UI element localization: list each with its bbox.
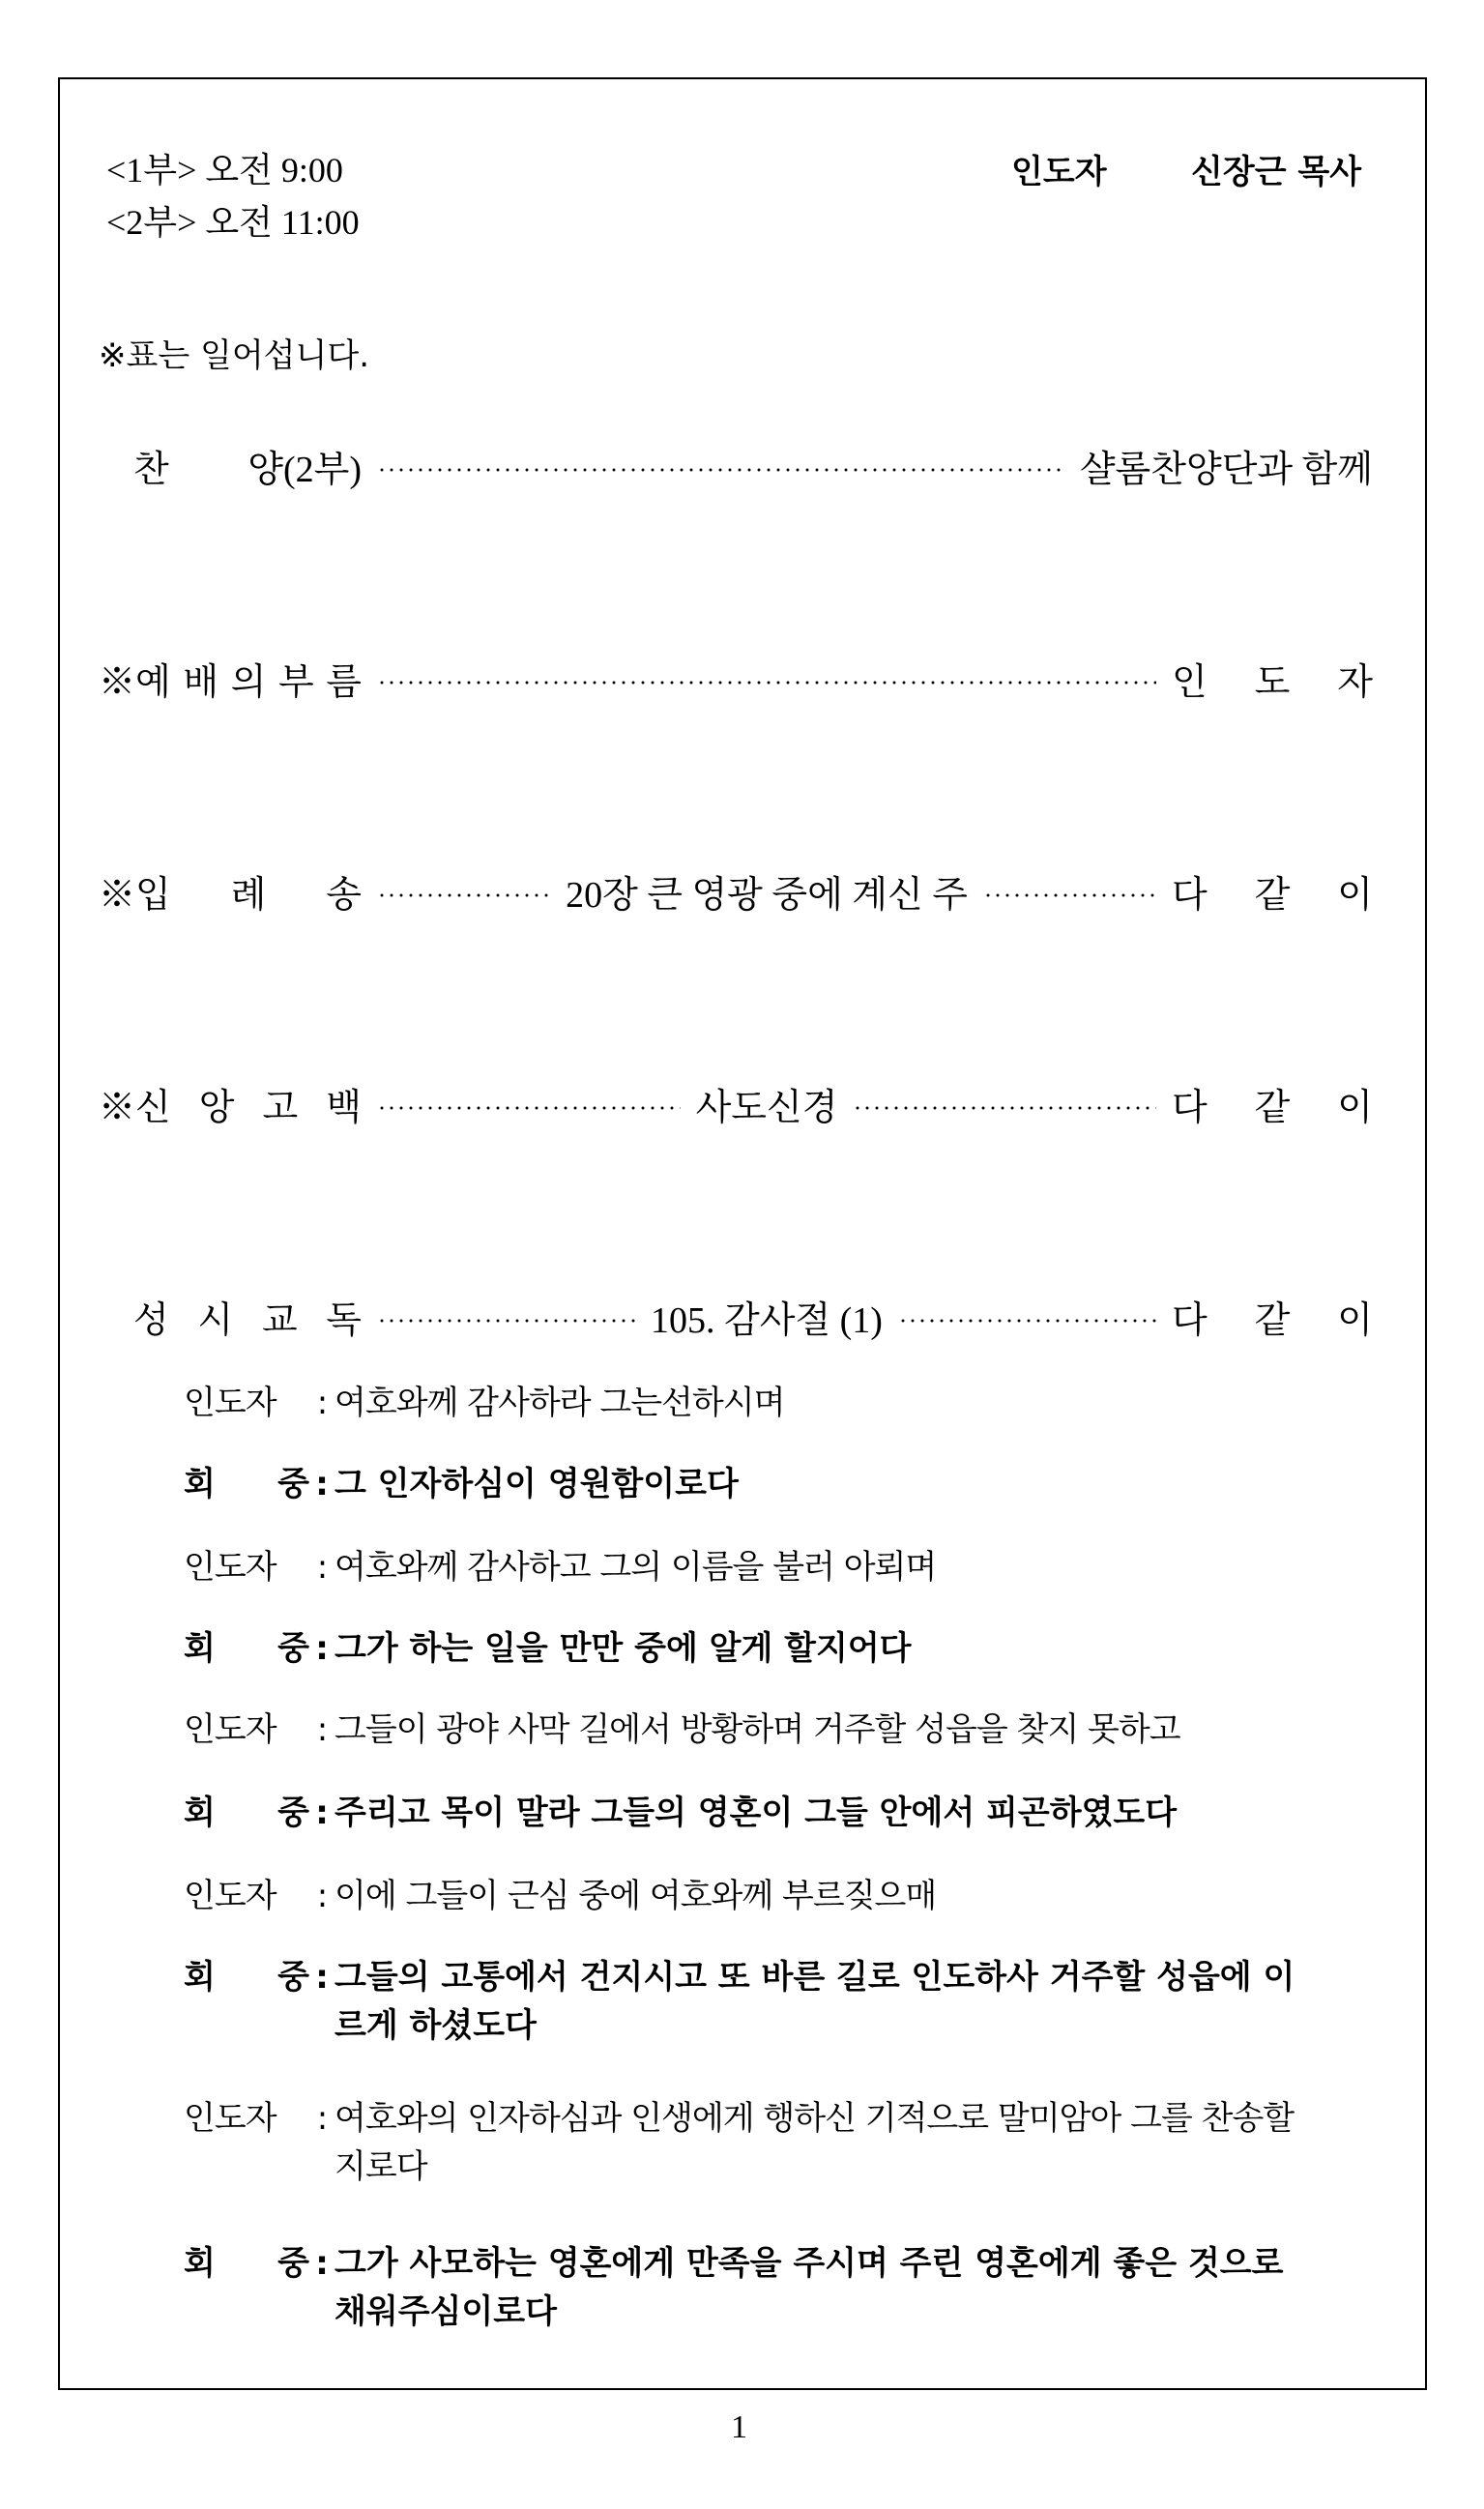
leader-dots [377, 1319, 635, 1323]
order-performer [1172, 1077, 1373, 1130]
colon: : [315, 1794, 329, 1832]
order-detail: 사도신경 [695, 1087, 838, 1128]
order-detail: 105. 감사절 (1) [651, 1299, 883, 1341]
reading-text: 주리고 목이 말라 그들의 영혼이 그들 안에서 피곤하였도다 [335, 1794, 1178, 1832]
speaker-label: 인도자 [184, 1710, 276, 1749]
colon: : [316, 1710, 328, 1749]
leader-label: 인도자 [1011, 153, 1107, 191]
order-performer-part: 다 [1172, 1299, 1208, 1341]
speaker-leader [184, 1706, 309, 1754]
speaker-label: 중 [277, 1629, 309, 1668]
leader-dots [898, 1319, 1156, 1323]
speaker-congregation [184, 1953, 309, 2050]
order-performer-text: 샬롬찬양단과 함께 [1079, 449, 1373, 490]
speaker-label: 중 [277, 1465, 309, 1503]
order-row-responsive-reading [133, 1292, 1373, 1340]
leader-dots [377, 468, 1064, 472]
order-performer-part: 같 [1254, 1299, 1291, 1341]
order-performer [1080, 439, 1373, 492]
speaker-leader [184, 1379, 309, 1427]
order-label-part: 의 [230, 661, 267, 703]
speaker-label: 회 [184, 1465, 216, 1503]
order-row-creed [99, 1079, 1373, 1127]
speaker-label: 회 [184, 1794, 216, 1832]
order-performer [1172, 1290, 1373, 1343]
reading-leader-line [184, 1872, 1324, 1920]
reading-text: 그들이 광야 사막 길에서 방황하며 거주할 성읍을 찾지 못하고 [335, 1710, 1180, 1749]
colon: : [316, 2099, 328, 2138]
reading-congregation-line [184, 1460, 1324, 1508]
order-label-part: 독 [326, 1299, 362, 1341]
order-performer [1172, 864, 1373, 918]
order-performer-part: 도 [1254, 661, 1291, 703]
order-label-part: 백 [326, 1087, 362, 1128]
order-performer [1172, 652, 1373, 705]
reading-leader-line [184, 1706, 1324, 1754]
speaker-label: 인도자 [184, 1548, 276, 1587]
reading-congregation-line [184, 2239, 1324, 2336]
reading-congregation-line [184, 1789, 1324, 1837]
order-performer-part: 다 [1172, 874, 1208, 916]
order-label-part: 례 [230, 874, 267, 916]
reading-text: 여호와의 인자하심과 인생에게 행하신 기적으로 말미암아 그를 찬송할지로다 [335, 2099, 1295, 2186]
colon: : [315, 1958, 329, 1997]
reading-text: 이에 그들이 근심 중에 여호와께 부르짖으매 [335, 1877, 937, 1915]
order-label [99, 652, 362, 705]
reading-congregation-line [184, 1953, 1324, 2050]
order-label-part: 배 [183, 661, 219, 703]
order-row-opening-hymn [99, 866, 1373, 915]
speaker-label: 인도자 [184, 1384, 276, 1422]
order-performer-part: 이 [1337, 1087, 1373, 1128]
speaker-label: 회 [184, 1958, 216, 1997]
leader-dots [983, 893, 1156, 897]
colon: : [316, 1548, 328, 1587]
service-time-part2: <2부> 오전 11:00 [106, 203, 360, 242]
order-label [133, 439, 362, 492]
speaker-congregation [184, 2239, 309, 2336]
order-label-part: 찬 [133, 449, 169, 490]
speaker-leader [184, 2094, 309, 2191]
order-label-part: ※신 [99, 1087, 171, 1128]
page-number: 1 [731, 2409, 747, 2445]
colon: : [315, 1629, 329, 1668]
speaker-leader [184, 1543, 309, 1591]
order-performer-part: 다 [1172, 1087, 1208, 1128]
order-label-part: 성 [133, 1299, 169, 1341]
reading-text: 여호와께 감사하고 그의 이름을 불러 아뢰며 [335, 1548, 937, 1587]
order-label-part: 름 [326, 661, 362, 703]
order-label [99, 864, 362, 918]
speaker-leader [184, 1872, 309, 1920]
reading-leader-line [184, 1543, 1324, 1591]
reading-text: 여호와께 감사하라 그는선하시며 [335, 1384, 785, 1422]
speaker-congregation [184, 1789, 309, 1837]
order-label-part: 송 [326, 874, 362, 916]
order-label-part: 앙 [198, 1087, 235, 1128]
order-row-praise [133, 441, 1373, 489]
speaker-congregation [184, 1624, 309, 1673]
order-label-part: 양(2부) [247, 449, 362, 490]
reading-text: 그가 하는 일을 만만 중에 알게 할지어다 [335, 1629, 912, 1668]
leader-dots [853, 1106, 1156, 1110]
order-performer-part: 이 [1337, 874, 1373, 916]
speaker-label: 회 [184, 1629, 216, 1668]
reading-congregation-line [184, 1624, 1324, 1673]
order-performer-part: 같 [1254, 874, 1291, 916]
reading-text: 그 인자하심이 영원함이로다 [335, 1465, 739, 1503]
order-label [99, 1077, 362, 1130]
standing-note: ※표는 일어섭니다. [99, 336, 370, 375]
colon: : [316, 1877, 328, 1915]
leader-dots [377, 681, 1156, 685]
colon: : [315, 2244, 329, 2283]
order-detail: 20장 큰 영광 중에 계신 주 [566, 874, 968, 916]
order-label-part: 고 [262, 1087, 299, 1128]
reading-text: 그들의 고통에서 건지시고 또 바른 길로 인도하사 거주할 성읍에 이르게 하셨도다 [335, 1958, 1295, 2045]
order-row-call-to-worship [99, 654, 1373, 702]
speaker-label: 중 [277, 1794, 309, 1832]
leader-name: 신장근 목사 [1191, 153, 1362, 191]
colon: : [316, 1384, 328, 1422]
order-label-part: 시 [197, 1299, 234, 1341]
speaker-label: 인도자 [184, 1877, 276, 1915]
reading-leader-line [184, 2094, 1324, 2191]
leader-dots [377, 1106, 681, 1110]
reading-text: 그가 사모하는 영혼에게 만족을 주시며 주린 영혼에게 좋은 것으로 채워주심이로다 [335, 2244, 1284, 2331]
order-label-part: 부 [277, 661, 314, 703]
speaker-congregation [184, 1460, 309, 1508]
service-time-part1: <1부> 오전 9:00 [106, 151, 343, 190]
order-performer-part: 자 [1337, 661, 1373, 703]
order-performer-part: 인 [1172, 661, 1208, 703]
order-label-part: 교 [261, 1299, 298, 1341]
reading-leader-line [184, 1379, 1324, 1427]
order-label-part: ※예 [99, 661, 171, 703]
order-label-part: ※입 [99, 874, 171, 916]
order-label [133, 1290, 362, 1343]
order-performer-part: 이 [1337, 1299, 1373, 1341]
speaker-label: 중 [277, 2244, 309, 2283]
order-performer-part: 같 [1254, 1087, 1291, 1128]
speaker-label: 회 [184, 2244, 216, 2283]
colon: : [315, 1465, 329, 1503]
speaker-label: 인도자 [184, 2099, 276, 2138]
speaker-label: 중 [277, 1958, 309, 1997]
leader-dots [377, 893, 550, 897]
